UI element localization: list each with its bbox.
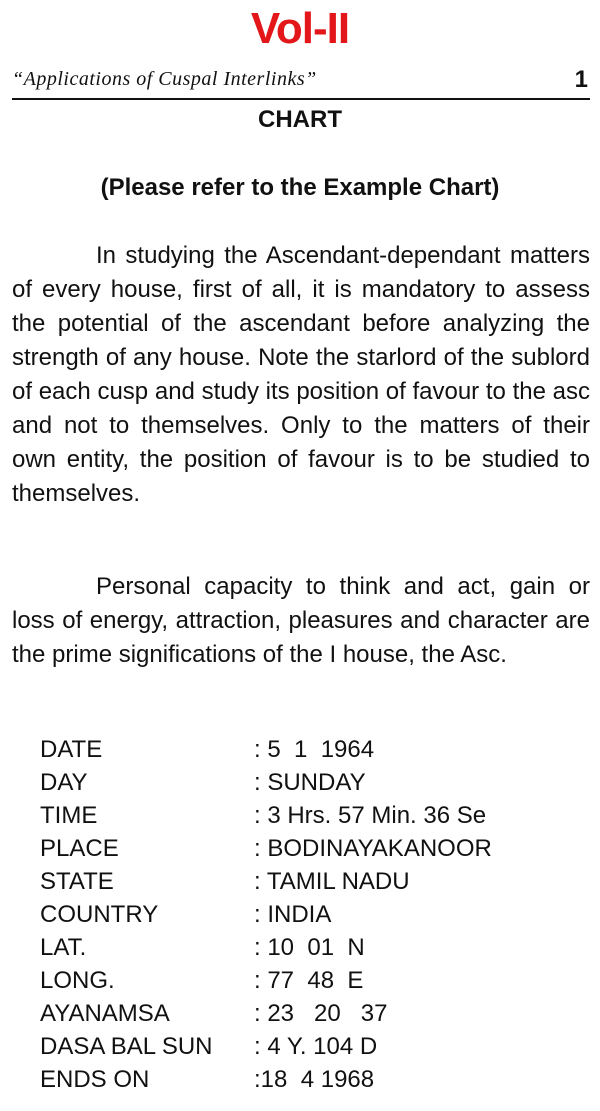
detail-row-ayanamsa [40,997,580,1030]
detail-label: LONG. [40,967,115,994]
paragraph-text: In studying the Ascendant-dependant matters of every house, first of all, it is mandatory to assess the potential of the ascendant before analyzing the strength of any house. Note the starlord of the sublord of each cusp and study its position of favour to the asc and not to themselves. Only to the matters of their own entity, the position of favour is to be studied to themselves. [12,242,590,507]
detail-value: : BODINAYAKANOOR [254,835,492,862]
detail-value: : INDIA [254,901,332,928]
paragraph-first-house [12,570,590,672]
detail-value: : SUNDAY [254,769,366,796]
detail-row-date [40,733,580,766]
detail-label: DATE [40,736,103,763]
detail-label: LAT. [40,934,87,961]
detail-value: : TAMIL NADU [254,868,410,895]
page-number: 1 [574,66,588,93]
detail-row-day [40,766,580,799]
detail-value: : 23 20 37 [254,1000,388,1027]
detail-row-ends-on [40,1063,580,1096]
detail-row-dasa-bal [40,1030,580,1063]
detail-label: DAY [40,769,88,796]
detail-label: ENDS ON [40,1066,150,1093]
detail-label: DASA BAL SUN [40,1033,213,1060]
detail-row-place [40,832,580,865]
detail-value: : 5 1 1964 [254,736,375,763]
detail-label: PLACE [40,835,119,862]
birth-details-table [40,733,580,1096]
volume-title: Vol-II [250,4,350,53]
paragraph-text: Personal capacity to think and act, gain or loss of energy, attraction, pleasures and character are the prime significations of the I house, the Asc. [12,573,590,668]
detail-label: TIME [40,802,98,829]
detail-row-country [40,898,580,931]
paragraph-ascendant [12,239,590,511]
detail-value: : 10 01 N [254,934,365,961]
reference-note: (Please refer to the Example Chart) [100,174,500,201]
detail-value: : 4 Y. 104 D [254,1033,378,1060]
detail-label: AYANAMSA [40,1000,170,1027]
detail-value: : 77 48 E [254,967,364,994]
book-title: “Applications of Cuspal Interlinks” [12,68,317,90]
detail-row-state [40,865,580,898]
detail-label: STATE [40,868,114,895]
detail-row-time [40,799,580,832]
detail-row-lat [40,931,580,964]
detail-row-long [40,964,580,997]
detail-value: : 3 Hrs. 57 Min. 36 Se [254,802,487,829]
running-header [12,66,590,100]
detail-label: COUNTRY [40,901,159,928]
detail-value: :18 4 1968 [254,1066,375,1093]
section-title: CHART [258,106,342,133]
